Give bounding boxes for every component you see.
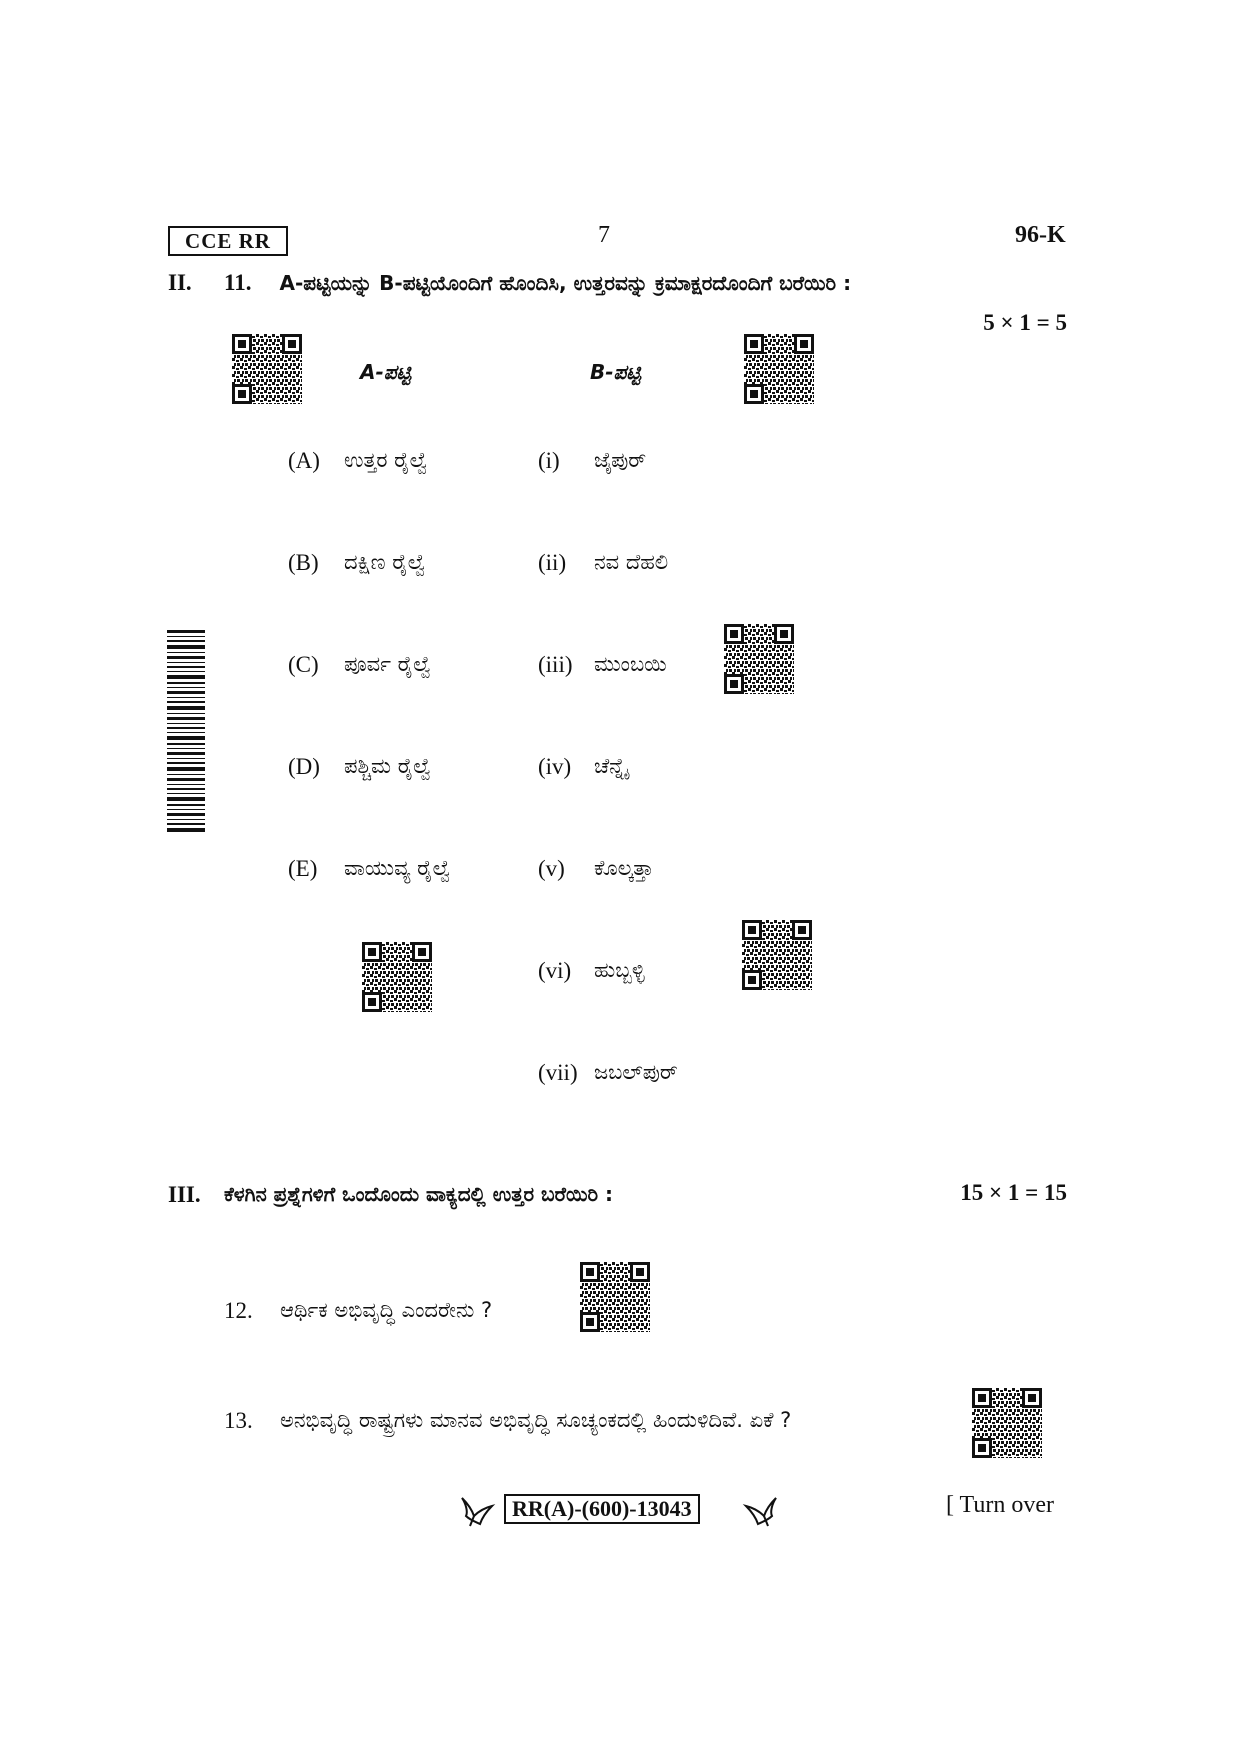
- question-13-text: ಅನಭಿವೃದ್ಧಿ ರಾಷ್ಟ್ರಗಳು ಮಾನವ ಅಭಿವೃದ್ಧಿ ಸೂಚ್ಯಂಕದಲ್ಲಿ ಹಿಂದುಳಿದಿವೆ. ಏಕೆ ?: [280, 1408, 792, 1432]
- col-b-item: ಮುಂಬಯಿ: [594, 652, 667, 676]
- section-ii-marks: 5 × 1 = 5: [983, 310, 1067, 335]
- col-b-item: ಜೈಪುರ್: [594, 448, 647, 472]
- question-13-number: 13.: [224, 1408, 253, 1433]
- col-b-label: (iv): [538, 754, 572, 779]
- question-12-text: ಆರ್ಥಿಕ ಅಭಿವೃದ್ಧಿ ಎಂದರೇನು ?: [280, 1298, 493, 1322]
- qr-code-icon: [724, 624, 794, 694]
- col-a-label: (E): [288, 856, 318, 881]
- qr-code-icon: [742, 920, 812, 990]
- section-iii-label: III.: [168, 1182, 201, 1207]
- question-12-number: 12.: [224, 1298, 253, 1323]
- section-iii-instruction: ಕೆಳಗಿನ ಪ್ರಶ್ನೆಗಳಿಗೆ ಒಂದೊಂದು ವಾಕ್ಯದಲ್ಲಿ ಉತ್ತರ ಬರೆಯಿರಿ :: [224, 1182, 613, 1206]
- col-b-item: ನವ ದೆಹಲಿ: [594, 550, 669, 574]
- qr-code-icon: [972, 1388, 1042, 1458]
- col-b-label: (vi): [538, 958, 572, 983]
- col-a-item: ಪೂರ್ವ ರೈಲ್ವೆ: [344, 652, 432, 676]
- col-a-item: ವಾಯುವ್ಯ ರೈಲ್ವೆ: [344, 856, 451, 880]
- col-b-label: (i): [538, 448, 560, 473]
- barcode-icon: [167, 630, 205, 835]
- qr-code-icon: [362, 942, 432, 1012]
- qr-code-icon: [580, 1262, 650, 1332]
- col-b-item: ಜಬಲ್‌ಪುರ್: [594, 1060, 678, 1084]
- column-b-title: B-ಪಟ್ಟಿ: [590, 360, 641, 384]
- col-a-item: ದಕ್ಷಿಣ ರೈಲ್ವೆ: [344, 550, 426, 574]
- series-badge: CCE RR: [168, 226, 288, 256]
- section-ii-label: II.: [168, 270, 192, 295]
- col-a-item: ಉತ್ತರ ರೈಲ್ವೆ: [344, 448, 428, 472]
- col-a-label: (A): [288, 448, 320, 473]
- turn-over-label: [ Turn over: [946, 1492, 1055, 1518]
- col-a-item: ಪಶ್ಚಿಮ ರೈಲ್ವೆ: [344, 754, 432, 778]
- col-b-label: (vii): [538, 1060, 578, 1085]
- question-text: A-ಪಟ್ಟಿಯನ್ನು B-ಪಟ್ಟಿಯೊಂದಿಗೆ ಹೊಂದಿಸಿ, ಉತ್ತರವನ್ನು ಕ್ರಮಾಕ್ಷರದೊಂದಿಗೆ ಬರೆಯಿರಿ :: [279, 271, 852, 295]
- qr-code-icon: [232, 334, 302, 404]
- column-a-title: A-ಪಟ್ಟಿ: [360, 360, 412, 384]
- col-a-label: (D): [288, 754, 320, 779]
- col-a-label: (C): [288, 652, 319, 677]
- dove-icon: [458, 1490, 498, 1530]
- col-b-label: (v): [538, 856, 565, 881]
- col-b-label: (ii): [538, 550, 567, 575]
- section-iii-marks: 15 × 1 = 15: [960, 1180, 1067, 1205]
- page-number: 7: [598, 222, 610, 248]
- question-11-instruction: [168, 270, 851, 296]
- qr-code-icon: [744, 334, 814, 404]
- col-a-label: (B): [288, 550, 319, 575]
- col-b-label: (iii): [538, 652, 573, 677]
- col-b-item: ಚೆನ್ನೈ: [594, 754, 629, 778]
- col-b-item: ಕೊಲ್ಕತ್ತಾ: [594, 856, 654, 880]
- dove-icon: [740, 1490, 780, 1530]
- footer-code: RR(A)-(600)-13043: [504, 1494, 700, 1524]
- paper-code: 96-K: [1015, 222, 1066, 248]
- col-b-item: ಹುಬ್ಬಳ್ಳಿ: [594, 958, 645, 982]
- question-number: 11.: [224, 270, 252, 295]
